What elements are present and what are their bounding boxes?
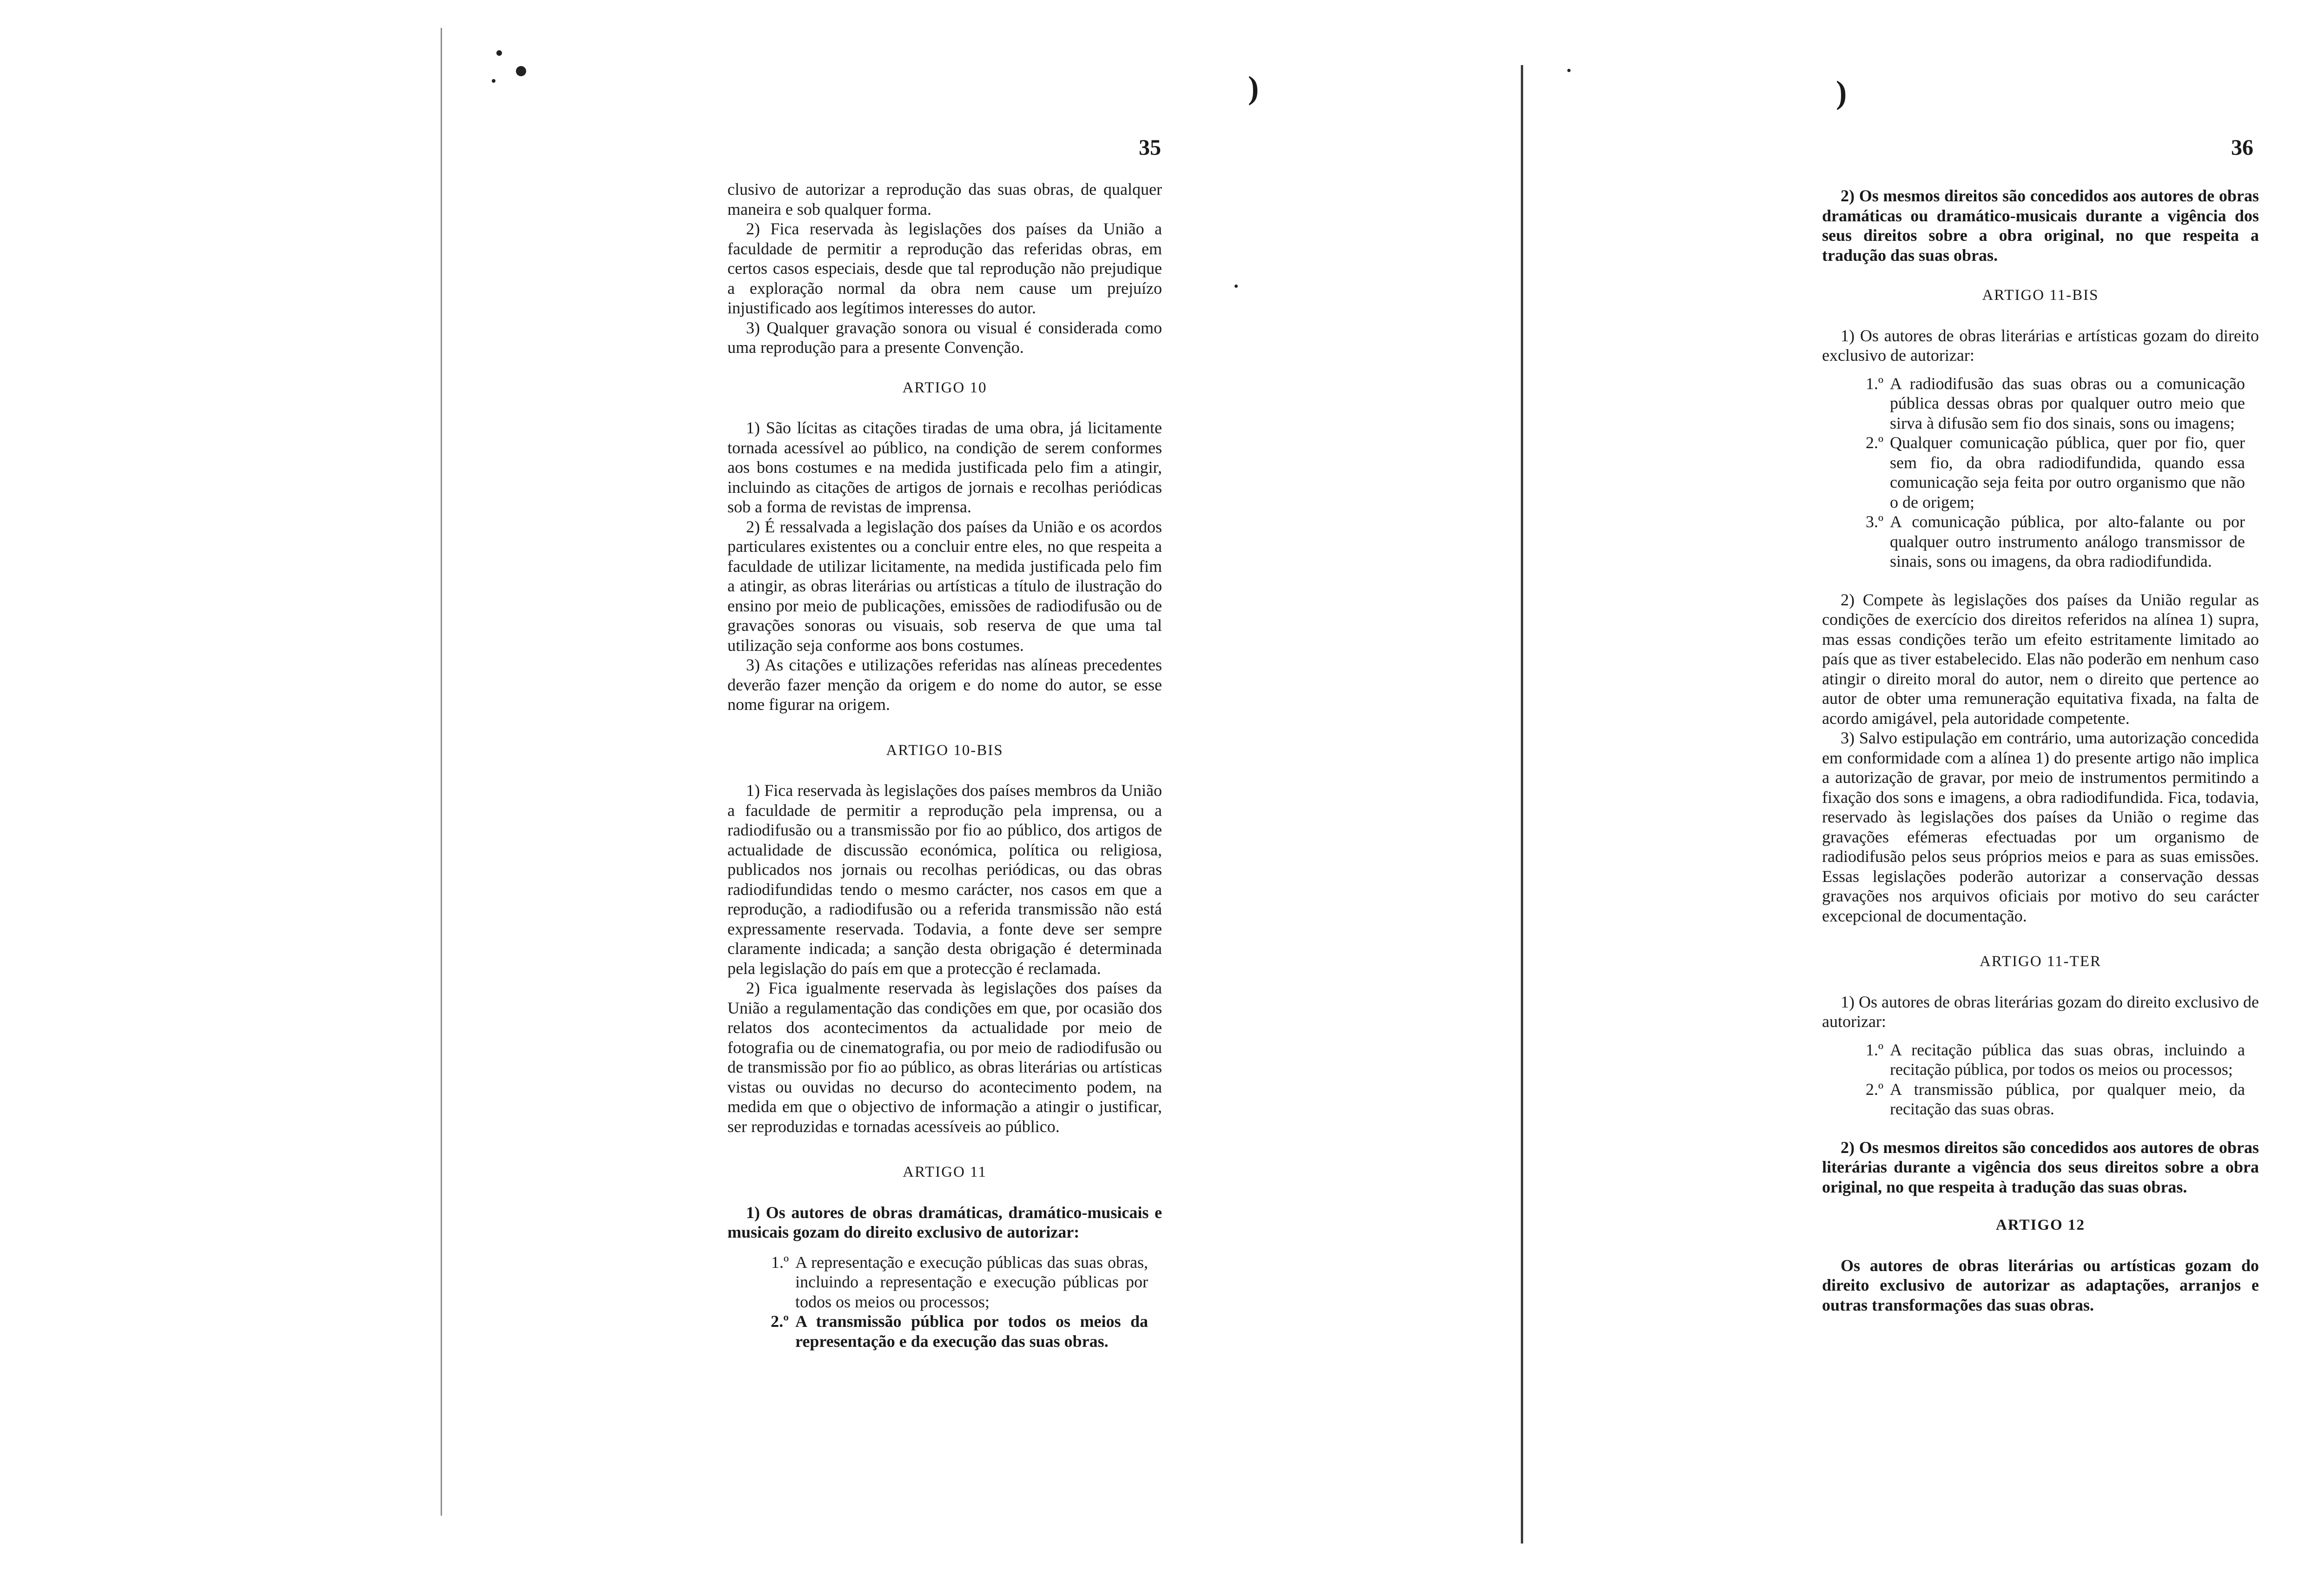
article-11-bis-list <box>1822 374 2259 571</box>
list-item-number: 1.º <box>1865 1040 1883 1059</box>
corner-mark: ) <box>1836 75 1847 111</box>
paragraph: 1) Fica reservada às legislações dos países membros da União a faculdade de permitir a reprodução pela imprensa, ou a radiodifusão ou a transmissão por fio ao público, dos artigos de actualidade de discussão económica, política ou religiosa, publicados nos jornais ou recolhas periódicas, ou das obras radiodifundidas tendo o mesmo carácter, nos casos em que a reprodução, a radiodifusão ou a referida transmissão não está expressamente reservada. Todavia, a fonte deve ser sempre claramente indicada; a sanção desta obrigação é determinada pela legislação do país em que a protecção é reclamada. <box>727 781 1162 978</box>
left-text-column <box>727 179 1162 1351</box>
list-item-number: 1.º <box>1865 374 1883 393</box>
list-item <box>1850 1040 2245 1080</box>
paragraph: 2) Os mesmos direitos são concedidos aos autores de obras dramáticas ou dramático-musicais durante a vigência dos seus direitos sobre a obra original, no que respeita a tradução das suas obras. <box>1822 186 2259 265</box>
list-item-number: 3.º <box>1865 512 1883 531</box>
article-11-list <box>727 1252 1162 1352</box>
paragraph: 3) Qualquer gravação sonora ou visual é considerada como uma reprodução para a presente Convenção. <box>727 318 1162 357</box>
paragraph: clusivo de autorizar a reprodução das suas obras, de qualquer maneira e sob qualquer forma. <box>727 180 1162 219</box>
paragraph: 2) É ressalvada a legislação dos países da União e os acordos particulares existentes ou a concluir entre eles, no que respeita a faculdade de utilizar licitamente, na medida justificada pelo fim a atingir, as obras literárias ou artísticas a título de ilustração do ensino por meio de publicações, emissões de radiodifusão ou de gravações sonoras ou visuais, sob reserva de que uma tal utilização seja conforme aos bons costumes. <box>727 517 1162 655</box>
list-item <box>1850 512 2245 571</box>
paragraph: 1) Os autores de obras dramáticas, dramático-musicais e musicais gozam do direito exclusivo de autorizar: <box>727 1203 1162 1241</box>
list-item <box>755 1312 1148 1351</box>
article-heading-11: ARTIGO 11 <box>903 1164 987 1180</box>
list-item <box>1850 1080 2245 1119</box>
list-item-text: A comunicação pública, por alto-falante ou por qualquer outro instrumento análogo transmissor de sinais, sons ou imagens, da obra radiodifundida. <box>1890 512 2245 570</box>
page-number: 35 <box>1139 135 1161 160</box>
paragraph: 3) Salvo estipulação em contrário, uma autorização concedida em conformidade com a alínea 1) do presente artigo não implica a autorização de gravar, por meio de instrumentos permitindo a fixação dos sons e imagens, a obra radiodifundida. Fica, todavia, reservado às legislações dos países da União o regime das gravações efémeras efectuadas por um organismo de radiodifusão pelos seus próprios meios e para as suas emissões. Essas legislações poderão autorizar a conservação dessas gravações nos arquivos oficiais por motivo do seu carácter excepcional de documentação. <box>1822 729 2259 925</box>
list-item <box>1850 433 2245 512</box>
list-item <box>755 1252 1148 1312</box>
corner-mark: ) <box>1248 70 1259 106</box>
list-item-number: 2.º <box>1865 1080 1883 1099</box>
list-item-text: A recitação pública das suas obras, incluindo a recitação pública, por todos os meios ou processos; <box>1890 1040 2245 1079</box>
article-heading-10: ARTIGO 10 <box>902 379 987 396</box>
paragraph: 3) As citações e utilizações referidas nas alíneas precedentes deverão fazer menção da origem e do nome do autor, se esse nome figurar na origem. <box>727 656 1162 714</box>
list-item-number: 2.º <box>771 1312 789 1331</box>
list-item-number: 1.º <box>771 1252 789 1272</box>
paragraph: 2) Os mesmos direitos são concedidos aos autores de obras literárias durante a vigência dos seus direitos sobre a obra original, no que respeita à tradução das suas obras. <box>1822 1138 2259 1196</box>
article-heading-11-ter: ARTIGO 11-TER <box>1979 953 2101 970</box>
paragraph: 1) Os autores de obras literárias gozam do direito exclusivo de autorizar: <box>1822 992 2259 1031</box>
paragraph: 2) Fica igualmente reservada às legislações dos países da União a regulamentação das condições em que, por ocasião dos relatos dos acontecimentos da actualidade por meio de fotografia ou de cinematografia, ou por meio de radiodifusão ou de transmissão por fio ao público, as obras literárias ou artísticas vistas ou ouvidas no decurso do acontecimento podem, na medida em que o objectivo de informação a atingir o justificar, ser reproduzidas e tornadas acessíveis ao público. <box>727 979 1162 1136</box>
paragraph: Os autores de obras literárias ou artísticas gozam do direito exclusivo de autorizar as adaptações, arranjos e outras transformações das suas obras. <box>1822 1256 2259 1314</box>
list-item-text: A transmissão pública por todos os meios da representação e da execução das suas obras. <box>795 1312 1148 1351</box>
list-item-number: 2.º <box>1865 433 1883 452</box>
list-item-text: Qualquer comunicação pública, quer por fio, quer sem fio, da obra radiodifundida, quando essa comunicação seja feita por outro organismo que não o de origem; <box>1890 433 2245 511</box>
paragraph: 1) Os autores de obras literárias e artísticas gozam do direito exclusivo de autorizar: <box>1822 326 2259 364</box>
list-item-text: A representação e execução públicas das suas obras, incluindo a representação e execução públicas por todos os meios ou processos; <box>795 1252 1148 1311</box>
paragraph: 1) São lícitas as citações tiradas de uma obra, já licitamente tornada acessível ao público, na condição de serem conformes aos bons costumes e na medida justificada pelo fim a atingir, incluindo as citações de artigos de jornais e recolhas periódicas sob a forma de revistas de imprensa. <box>727 418 1162 516</box>
article-heading-12: ARTIGO 12 <box>1996 1217 2085 1233</box>
paragraph: 2) Fica reservada às legislações dos países da União a faculdade de permitir a reprodução das referidas obras, em certos casos especiais, desde que tal reprodução não prejudique a exploração normal da obra nem cause um prejuízo injustificado aos legítimos interesses do autor. <box>727 219 1162 317</box>
right-page <box>1534 0 2324 1577</box>
list-item-text: A transmissão pública, por qualquer meio, da recitação das suas obras. <box>1890 1080 2245 1118</box>
article-heading-11-bis: ARTIGO 11-BIS <box>1982 287 2099 304</box>
right-text-column <box>1822 186 2259 1315</box>
list-item-text: A radiodifusão das suas obras ou a comunicação pública dessas obras por qualquer outro meio que sirva à difusão sem fio dos sinais, sons ou imagens; <box>1890 374 2245 432</box>
article-heading-10-bis: ARTIGO 10-BIS <box>886 742 1004 759</box>
list-item <box>1850 374 2245 433</box>
left-page <box>437 0 1525 1577</box>
page-number: 36 <box>2231 135 2253 160</box>
article-11-ter-list <box>1822 1040 2259 1119</box>
paragraph: 2) Compete às legislações dos países da União regular as condições de exercício dos direitos referidos na alínea 1) supra, mas essas condições terão um efeito estritamente limitado ao país que as tiver estabelecido. Elas não poderão em nenhum caso atingir o direito moral do autor, nem o direito que pertence ao autor de obter uma remuneração equitativa fixada, na falta de acordo amigável, pela autoridade competente. <box>1822 590 2259 728</box>
